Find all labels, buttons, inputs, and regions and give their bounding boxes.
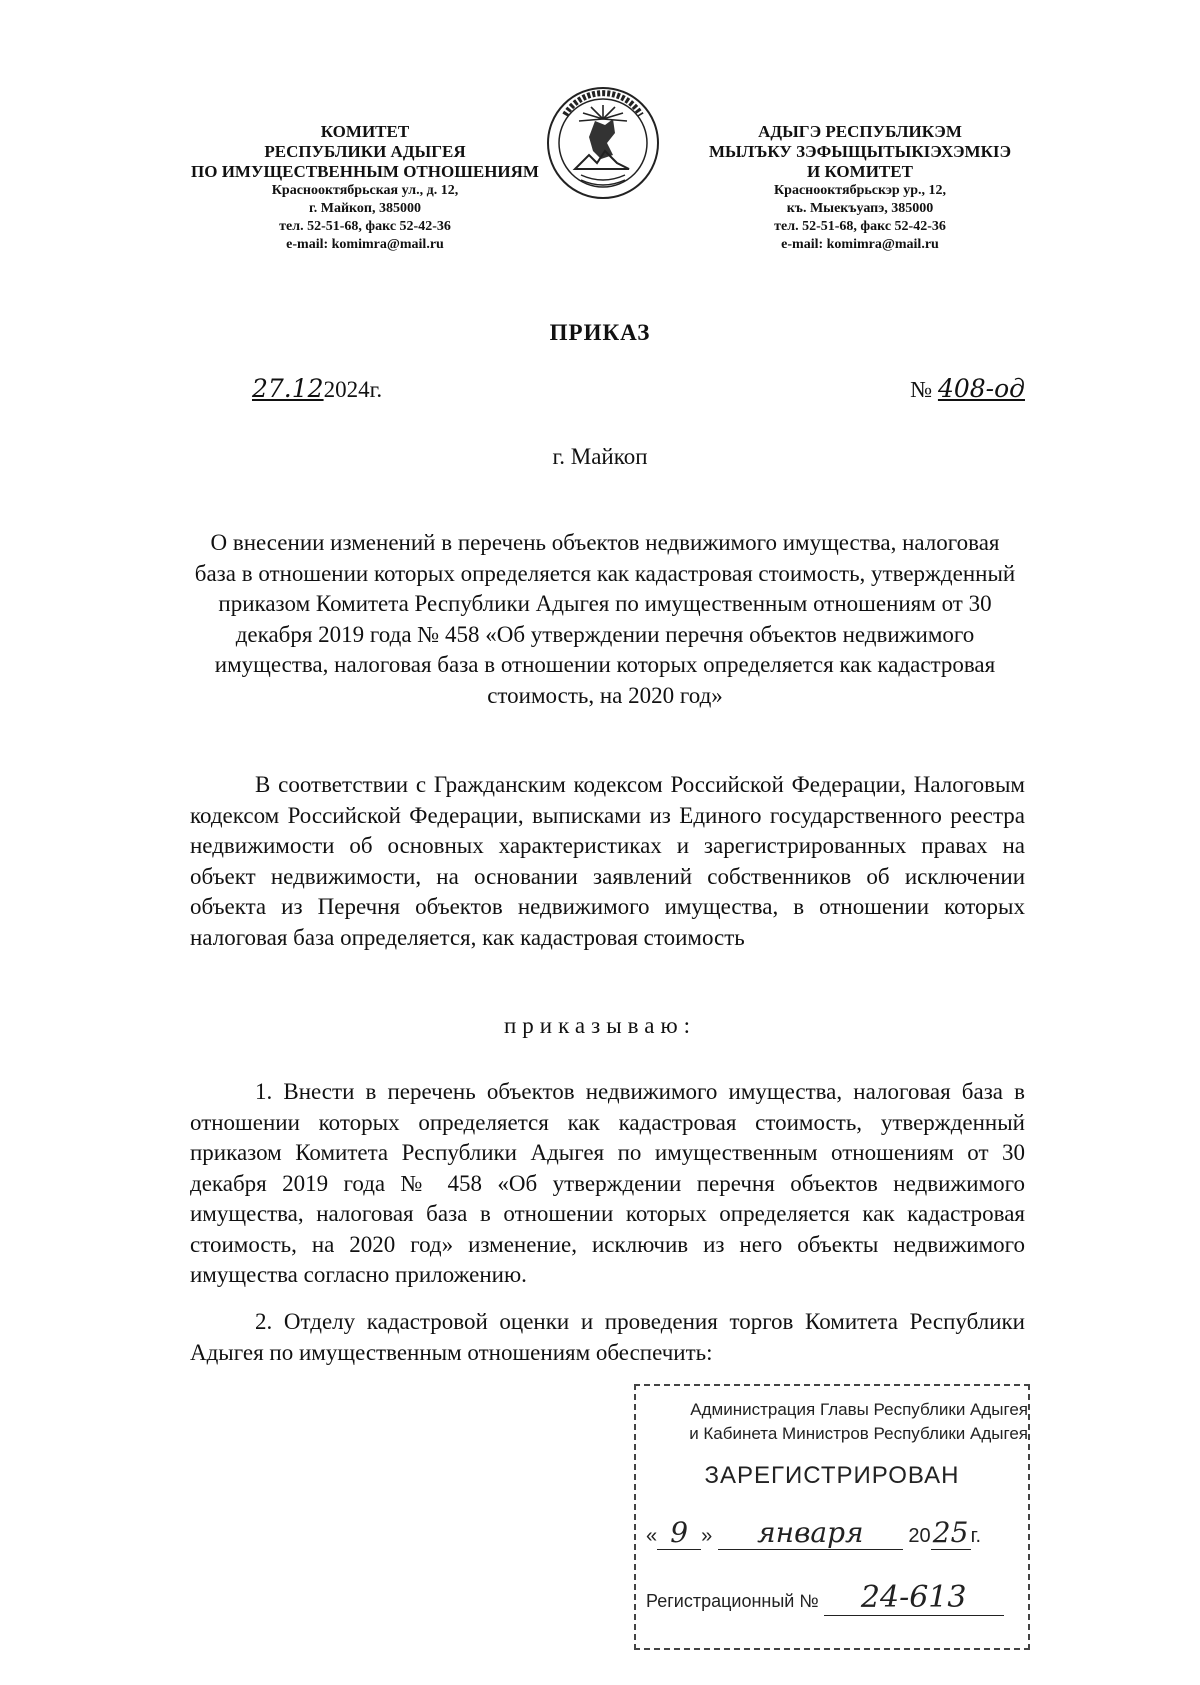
address-ru-1: Краснооктябрьская ул., д. 12, bbox=[271, 183, 459, 198]
stamp-day: 9 bbox=[657, 1516, 701, 1550]
stamp-registered: ЗАРЕГИСТРИРОВАН bbox=[704, 1462, 960, 1489]
stamp-line-1: Администрация Главы Республики Адыгея bbox=[690, 1400, 1028, 1419]
phone-ady: тел. 52-51-68, факс 52-42-36 bbox=[774, 219, 946, 234]
city: г. Майкоп bbox=[552, 444, 648, 469]
order-item-1: 1. Внести в перечень объектов недвижимого имущества, налоговая база в отношении которых определяется как кадастровая стоимость, утвержденный приказом Комитета Республики Адыгея по имущественным отношениям от 30 декабря 2019 года № 458 «Об утверждении перечня объектов недвижимого имущества, налоговая база в отношении которых определяется как кадастровая стоимость, на 2020 год» изменение, исключив из него объекты недвижимого имущества согласно приложению. bbox=[190, 1079, 1025, 1287]
document-title: ПРИКАЗ bbox=[549, 320, 651, 345]
document-number bbox=[910, 374, 1025, 403]
stamp-line-2: и Кабинета Министров Республики Адыгея bbox=[689, 1424, 1028, 1443]
org-name-ady-3: И КОМИТЕТ bbox=[807, 162, 913, 181]
order-item-2: 2. Отделу кадастровой оценки и проведения торгов Комитета Республики Адыгея по имущественным отношениям обеспечить: bbox=[190, 1309, 1025, 1365]
header-right bbox=[670, 122, 1050, 254]
stamp-close-quote: » bbox=[701, 1525, 713, 1547]
document-subject: О внесении изменений в перечень объектов недвижимого имущества, налоговая база в отношении которых определяется как кадастровая стоимость, утвержденный приказом Комитета Республики Адыгея по имущественным отношениям от 30 декабря 2019 года № 458 «Об утверждении перечня объектов недвижимого имущества, налоговая база в отношении которых определяется как кадастровая стоимость, на 2020 год» bbox=[194, 530, 1016, 708]
order-word: приказываю: bbox=[503, 1013, 697, 1038]
stamp-month: января bbox=[718, 1516, 903, 1550]
email-ru: e-mail: komimra@mail.ru bbox=[286, 237, 444, 252]
stamp-year-unit: г. bbox=[970, 1525, 982, 1547]
stamp-year-prefix: 20 bbox=[908, 1525, 931, 1547]
stamp-reg-value: 24-613 bbox=[824, 1580, 1004, 1616]
org-name-ru-1: КОМИТЕТ bbox=[320, 122, 410, 141]
address-ady-1: Краснооктябрьскэр ур., 12, bbox=[774, 183, 946, 198]
header-left bbox=[175, 122, 555, 254]
preamble-paragraph: В соответствии с Гражданским кодексом Российской Федерации, Налоговым кодексом Российской Федерации, выписками из Единого государственного реестра недвижимости об основных характеристиках и зарегистрированных правах на объект недвижимости, на основании заявлений собственников об исключении объекта из Перечня объектов недвижимого имущества, в отношении которых налоговая база определяется, как кадастровая стоимость bbox=[190, 772, 1025, 950]
stamp-reg-number bbox=[646, 1580, 1022, 1616]
org-name-ady-1: АДЫГЭ РЕСПУБЛИКЭМ bbox=[758, 122, 962, 141]
stamp-reg-label: Регистрационный № bbox=[646, 1591, 819, 1611]
org-name-ady-2: МЫЛЪКУ ЗЭФЫЩЫТЫКІЭХЭМКІЭ bbox=[708, 142, 1012, 161]
stamp-date bbox=[646, 1516, 1022, 1550]
date-handwritten: 27.12 bbox=[252, 374, 324, 403]
org-name-ru-2: РЕСПУБЛИКИ АДЫГЕЯ bbox=[264, 142, 466, 161]
date-year: 2024г. bbox=[323, 377, 383, 402]
address-ru-2: г. Майкоп, 385000 bbox=[308, 201, 421, 216]
stamp-year-suffix: 25 bbox=[931, 1516, 971, 1550]
number-prefix: № bbox=[910, 377, 933, 402]
address-ady-2: къ. Мыекъуапэ, 385000 bbox=[786, 201, 934, 216]
phone-ru: тел. 52-51-68, факс 52-42-36 bbox=[279, 219, 451, 234]
number-handwritten: 408-од bbox=[937, 374, 1025, 403]
email-ady: e-mail: komimra@mail.ru bbox=[781, 237, 939, 252]
org-name-ru-3: ПО ИМУЩЕСТВЕННЫМ ОТНОШЕНИЯМ bbox=[191, 162, 539, 181]
document-date bbox=[252, 374, 382, 403]
coat-of-arms-icon bbox=[545, 85, 661, 201]
stamp-open-quote: « bbox=[646, 1525, 658, 1547]
registration-stamp bbox=[634, 1384, 1030, 1650]
